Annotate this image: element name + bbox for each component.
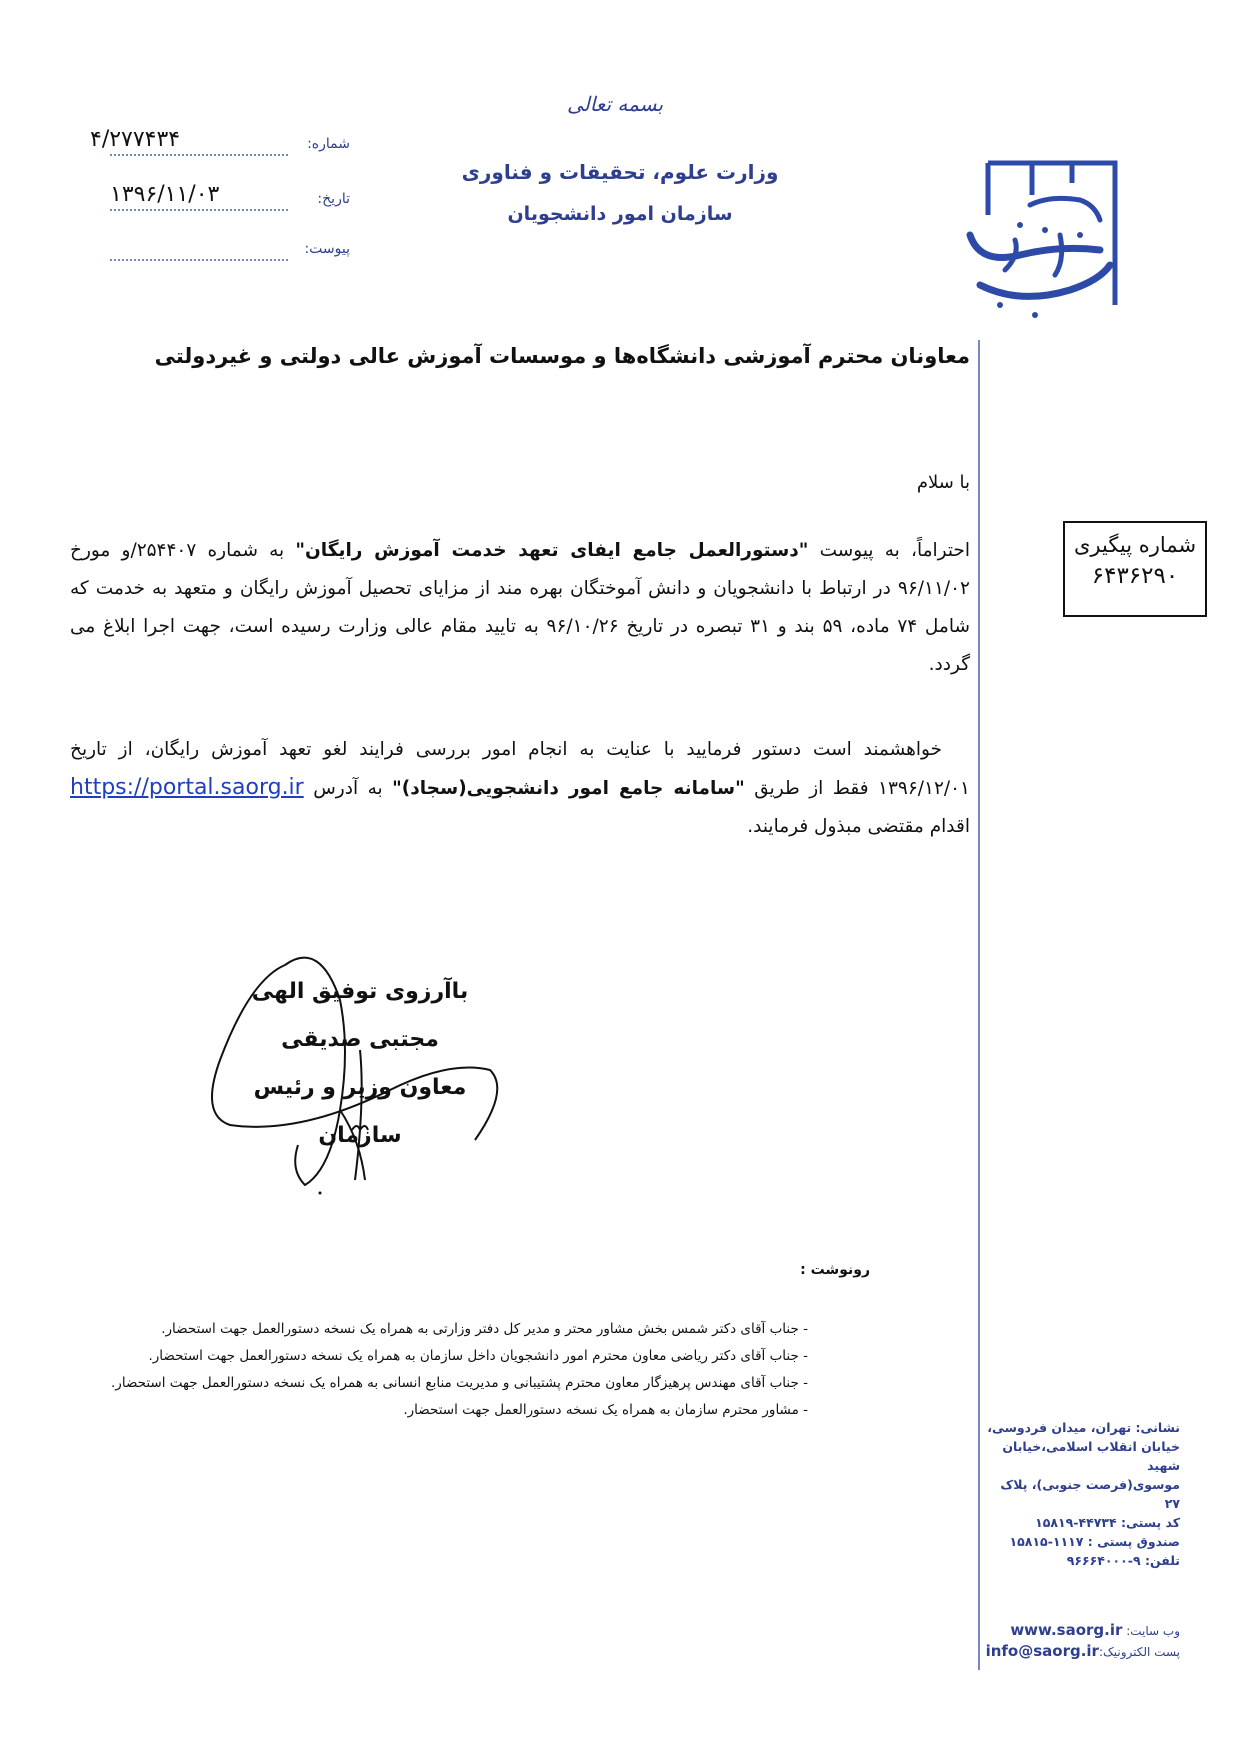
date-label: تاریخ:	[317, 191, 350, 207]
letter-date: ۱۳۹۶/۱۱/۰۳	[110, 182, 220, 207]
portal-link[interactable]: https://portal.saorg.ir	[70, 775, 304, 800]
footer-web	[985, 1620, 1180, 1662]
closing-block	[240, 968, 480, 1160]
cc-item: - جناب آقای دکتر ریاضی معاون محترم امور دانشجویان داخل سازمان به همراه یک نسخه دستورالعمل جهت استحضار.	[148, 1348, 808, 1364]
letter-number: ۴/۲۷۷۴۳۴	[90, 127, 181, 152]
po-box: صندوق پستی : ۱۱۱۷-۱۵۸۱۵	[1009, 1534, 1180, 1549]
letter-date-row	[110, 182, 350, 215]
dotted-line	[110, 209, 288, 211]
cc-item: - جناب آقای مهندس پرهیزگار معاون محترم پشتیبانی و مدیریت منابع انسانی به همراه یک نسخه دستورالعمل جهت استحضار.	[111, 1375, 808, 1391]
p2-end: اقدام مقتضی مبذول فرمایند.	[747, 816, 970, 837]
cc-list	[60, 1316, 808, 1424]
cc-title: رونوشت :	[800, 1262, 870, 1278]
letter-number-row	[90, 127, 350, 160]
address-line: موسوی(فرصت جنوبی)، پلاک ۲۷	[1000, 1477, 1180, 1511]
cc-item: - مشاور محترم سازمان به همراه یک نسخه دستورالعمل جهت استحضار.	[403, 1402, 808, 1418]
dotted-line	[110, 259, 288, 261]
p2-start: خواهشمند است دستور فرمایید با عنایت به انجام امور بررسی فرایند لغو تعهد آموزش رایگان، از تاریخ ۱۳۹۶/۱۲/۰۱ فقط از طریق	[70, 739, 970, 799]
number-label: شماره:	[307, 136, 350, 152]
attachment-row	[110, 235, 350, 265]
greeting: با سلام	[916, 472, 970, 493]
instruction-title: "دستورالعمل جامع ایفای تعهد خدمت آموزش رایگان"	[295, 540, 809, 561]
email-link[interactable]: info@saorg.ir	[985, 1642, 1099, 1660]
recipient: معاونان محترم آموزشی دانشگاه‌ها و موسسات آموزش عالی دولتی و غیردولتی	[154, 344, 970, 368]
closing-wish: باآرزوی توفیق الهی	[251, 979, 469, 1004]
p1-rest: به شماره ۲۵۴۴۰۷/و مورخ ۹۶/۱۱/۰۲ در ارتباط با دانشجویان و دانش آموختگان بهره مند از مزایای تحصیل آموزش رایگان و متعهد به خدمت که شامل ۷۴ ماده، ۵۹ بند و ۳۱ تبصره در تاریخ ۹۶/۱۰/۲۶ به تایید مقام عالی وزارت رسیده است، جهت اجرا ابلاغ می گردد.	[70, 540, 970, 675]
address-line: خیابان انقلاب اسلامی،خیابان شهید	[1002, 1439, 1180, 1473]
footer-address	[985, 1418, 1180, 1570]
organization-logo	[960, 155, 1120, 320]
p1-start: احتراماً، به پیوست	[808, 540, 971, 561]
signatory-name: مجتبی صدیقی	[281, 1027, 439, 1052]
website-link[interactable]: www.saorg.ir	[1010, 1621, 1123, 1639]
dotted-line	[110, 154, 288, 156]
ministry-name: وزارت علوم، تحقیقات و فناوری	[461, 160, 779, 184]
tracking-number-box	[1063, 521, 1207, 617]
body-paragraph-1	[70, 532, 970, 684]
organization-name: سازمان امور دانشجویان	[507, 203, 733, 225]
cc-item: - جناب آقای دکتر شمس بخش مشاور محتر و مدیر کل دفتر وزارتی به همراه یک نسخه دستورالعمل جهت استحضار.	[161, 1321, 808, 1337]
address-line: نشانی: تهران، میدان فردوسی،	[987, 1420, 1180, 1435]
postal-code: کد پستی: ۴۴۷۳۴-۱۵۸۱۹	[1035, 1515, 1180, 1530]
website-label: وب سایت:	[1126, 1624, 1180, 1638]
tracking-label: شماره پیگیری	[1073, 533, 1197, 557]
signatory-title: معاون وزیر و رئیس سازمان	[253, 1075, 467, 1148]
invocation: بسمه تعالی	[566, 92, 664, 116]
phone: تلفن: ۹-۹۶۶۶۴۰۰۰	[1066, 1553, 1180, 1568]
email-label: پست الکترونیک:	[1098, 1645, 1180, 1659]
attachment-label: پیوست:	[304, 241, 350, 257]
body-paragraph-2	[70, 731, 970, 846]
p2-mid: به آدرس	[303, 778, 393, 799]
tracking-number: ۶۴۳۶۲۹۰	[1091, 563, 1179, 589]
vertical-divider	[978, 340, 980, 1670]
system-name: "سامانه جامع امور دانشجویی(سجاد)"	[392, 778, 745, 799]
